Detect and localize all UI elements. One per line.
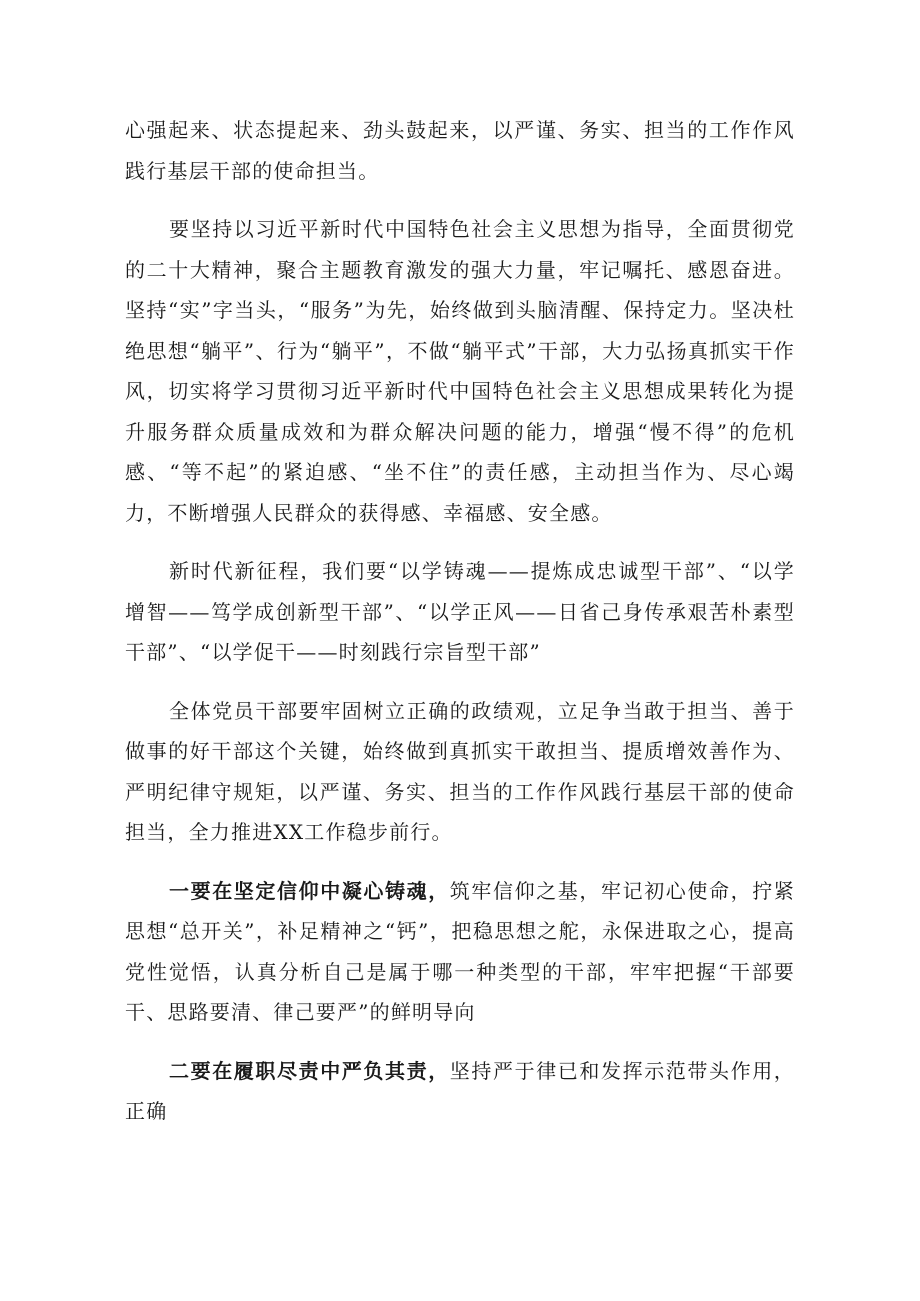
paragraph-4-text: 全体党员干部要牢固树立正确的政绩观，立足争当敢于担当、善于做事的好干部这个关键，始终做到真抓实干敢担当、提质增效善作为、严明纪律守规矩，以严谨、务实、担当的工作作风践行基层干部的使命担当，全力推进XX工作稳步前行。 [125, 698, 795, 844]
paragraph-6 [125, 1051, 795, 1132]
paragraph-6-lead: 二要在履职尽责中严负其责， [169, 1058, 450, 1083]
paragraph-3 [125, 551, 795, 673]
paragraph-5-lead: 一要在坚定信仰中凝心铸魂， [169, 878, 450, 903]
document-body [125, 110, 795, 1150]
paragraph-4 [125, 691, 795, 853]
paragraph-1 [125, 110, 795, 191]
paragraph-5 [125, 871, 795, 1033]
paragraph-3-text: 新时代新征程，我们要“以学铸魂——提炼成忠诚型干部”、“以学增智——笃学成创新型干部”、“以学正风——日省己身传承艰苦朴素型干部”、“以学促干——时刻践行宗旨型干部” [125, 559, 795, 664]
paragraph-6-text: 坚持严于律已和发挥示范带头作用，正确 [125, 1058, 795, 1123]
paragraph-1-text: 心强起来、状态提起来、劲头鼓起来，以严谨、务实、担当的工作作风践行基层干部的使命担当。 [125, 118, 795, 183]
paragraph-5-text: 筑牢信仰之基，牢记初心使命，拧紧思想“总开关”，补足精神之“钙”，把稳思想之舵，永保进取之心，提高党性觉悟，认真分析自己是属于哪一种类型的干部，牢牢把握“干部要干、思路要清、律己要严”的鲜明导向 [125, 878, 795, 1024]
paragraph-2 [125, 209, 795, 533]
paragraph-2-text: 要坚持以习近平新时代中国特色社会主义思想为指导，全面贯彻党的二十大精神，聚合主题教育激发的强大力量，牢记嘱托、感恩奋进。坚持“实”字当头，“服务”为先，始终做到头脑清醒、保持定力。坚决杜绝思想“躺平”、行为“躺平”，不做“躺平式”干部，大力弘扬真抓实干作风，切实将学习贯彻习近平新时代中国特色社会主义思想成果转化为提升服务群众质量成效和为群众解决问题的能力，增强“慢不得”的危机感、“等不起”的紧迫感、“坐不住”的责任感，主动担当作为、尽心竭力，不断增强人民群众的获得感、幸福感、安全感。 [125, 217, 795, 525]
